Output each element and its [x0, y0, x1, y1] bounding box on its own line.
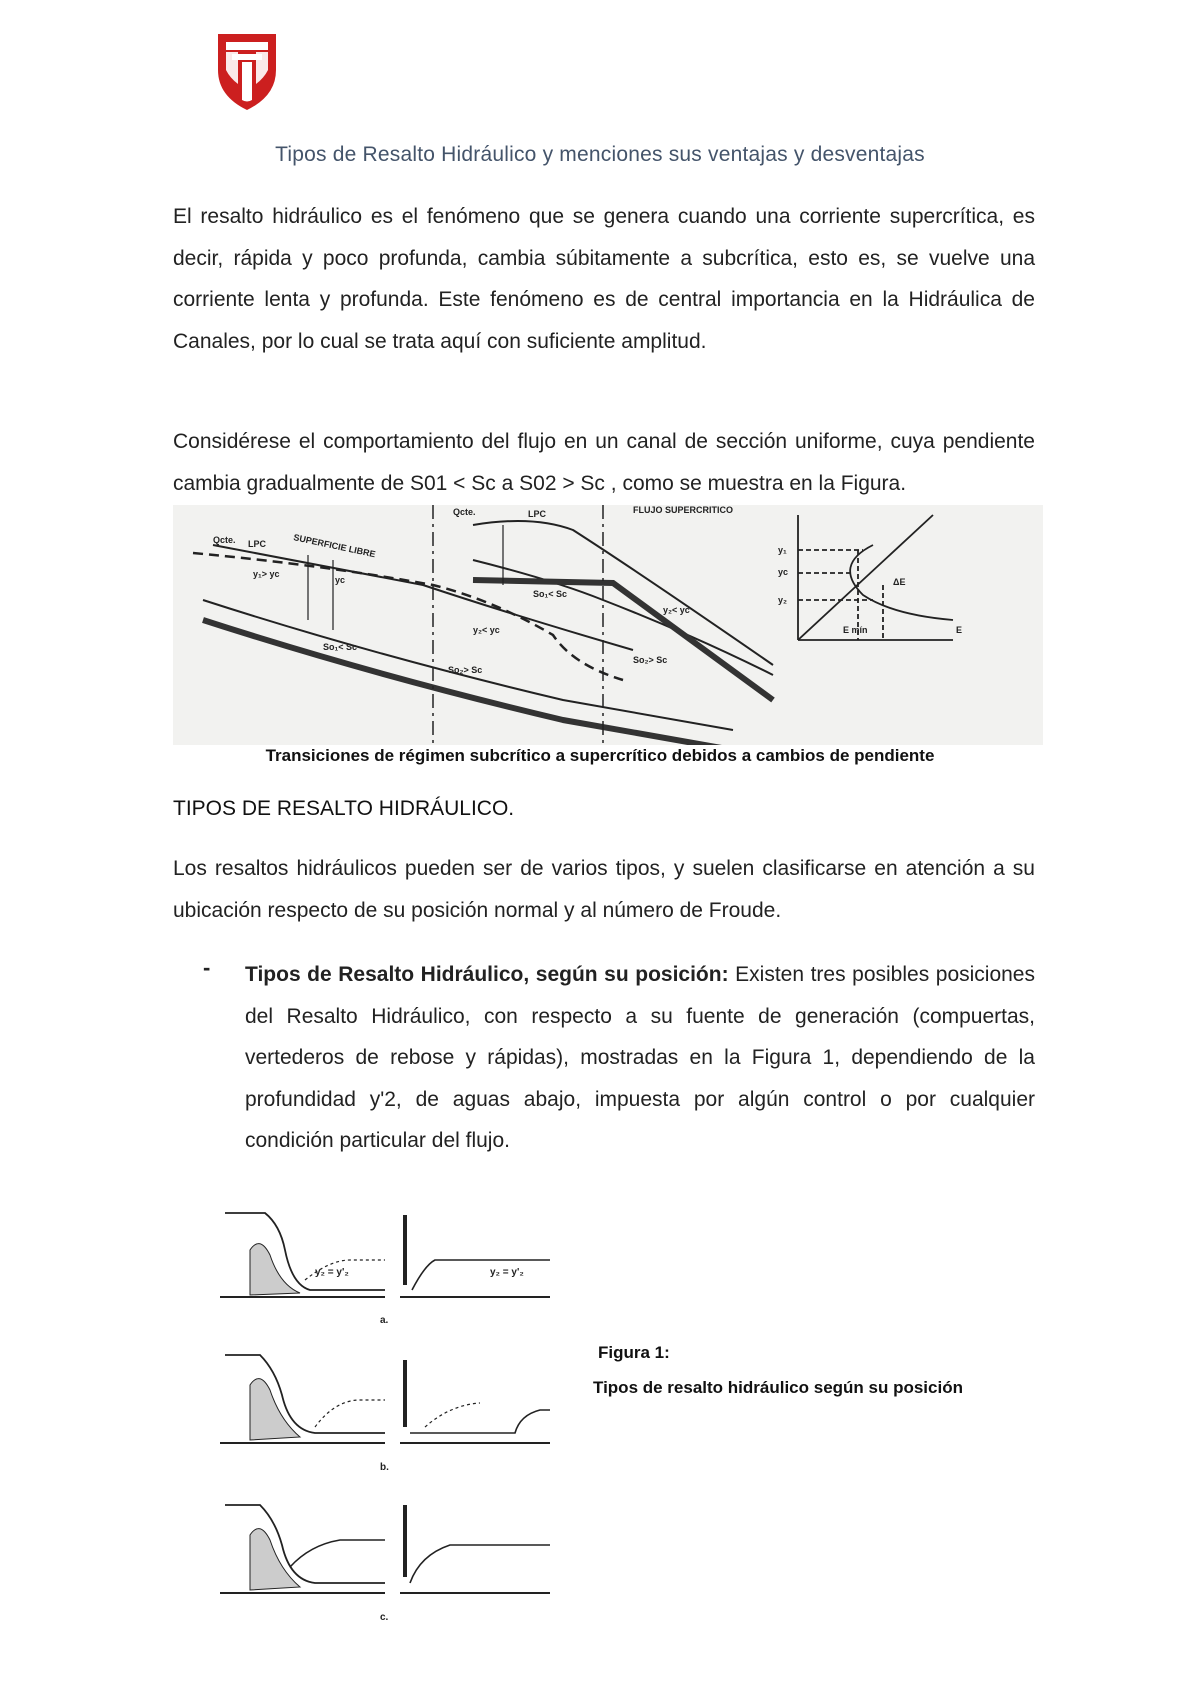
bullet-bold-text: Tipos de Resalto Hidráulico, según su posición: [245, 963, 729, 986]
panel-label-c: c. [380, 1612, 389, 1623]
bullet-body-text: Existen tres posibles posiciones del Resalto Hidráulico, con respecto a su fuente de generación (compuertas, vertederos de rebose y rápidas), mostradas en la Figura 1, dependiendo de la profundidad y'2, de aguas abajo, impuesta por algún control o por cualquier condición particular del flujo. [245, 963, 1035, 1152]
eq-label-a1: y₂ = y'₂ [315, 1267, 349, 1278]
panel-label-a: a. [380, 1315, 389, 1326]
caption-transitions: Transiciones de régimen subcrítico a supercrítico debidos a cambios de pendiente [265, 746, 935, 765]
label-lpc-mid: LPC [528, 509, 546, 519]
heading-tipos-resalto: TIPOS DE RESALTO HIDRÁULICO. [173, 797, 515, 820]
panel-label-b: b. [380, 1462, 389, 1473]
label-qcte-mid: Qcte. [453, 507, 476, 517]
eq-label-a2: y₂ = y'₂ [490, 1267, 524, 1278]
diagram-left [193, 505, 733, 745]
paragraph-intro: El resalto hidráulico es el fenómeno que se genera cuando una corriente supercrítica, es decir, rápida y poco profunda, cambia súbitamente a subcrítica, esto es, se vuelve una corriente lenta y profunda. Este fenómeno es de central importancia en la Hidráulica de Canales, por lo cual se trata aquí con suficiente amplitud. [173, 205, 1035, 353]
label-emin: E mín [843, 625, 868, 635]
label-so2-left: So₂> Sc [448, 665, 483, 675]
label-y1-energy: y₁ [778, 545, 787, 555]
label-yc-left: yc [335, 575, 346, 585]
bullet-marker: - [203, 955, 211, 980]
paragraph-consider: Considérese el comportamiento del flujo en un canal de sección uniforme, cuya pendiente cambia gradualmente de S01 < Sc a S02 > Sc , como se muestra en la Figura. [173, 430, 1035, 495]
label-flujo-supercritico: FLUJO SUPERCRITICO [633, 505, 734, 515]
label-y2-yc-left: y₂< yc [473, 625, 500, 635]
figure-1-row-b [220, 1355, 550, 1443]
label-y2-yc-mid: y₂< yc [663, 605, 690, 615]
label-so1-left: So₁< Sc [323, 642, 357, 652]
figure-transitions [173, 505, 1043, 745]
diagram-energy [798, 515, 953, 640]
label-y2-energy: y₂ [778, 595, 788, 605]
label-superficie-libre: SUPERFICIE LIBRE [292, 532, 377, 560]
label-so1-mid: So₁< Sc [533, 589, 567, 599]
label-yc-energy: yc [778, 567, 789, 577]
university-logo [216, 30, 278, 112]
figure-1-diagrams [220, 1205, 580, 1635]
label-delta-e: ΔE [893, 577, 906, 587]
label-y1-yc: y₁> yc [253, 569, 280, 579]
figure-1-row-c [220, 1505, 550, 1593]
label-so2-mid: So₂> Sc [633, 655, 668, 665]
bullet-position-types [245, 954, 1035, 1162]
figure-1-row-a [220, 1213, 550, 1297]
label-lpc-left: LPC [248, 539, 266, 549]
document-title: Tipos de Resalto Hidráulico y menciones sus ventajas y desventajas [275, 143, 925, 166]
paragraph-classification: Los resaltos hidráulicos pueden ser de varios tipos, y suelen clasificarse en atención a su ubicación respecto de su posición normal y al número de Froude. [173, 857, 1035, 922]
figure-1-label: Figura 1: [598, 1343, 670, 1362]
label-axis-e: E [956, 625, 963, 635]
label-qcte-left: Qcte. [213, 535, 236, 545]
figure-1-description: Tipos de resalto hidráulico según su posición [593, 1378, 963, 1397]
